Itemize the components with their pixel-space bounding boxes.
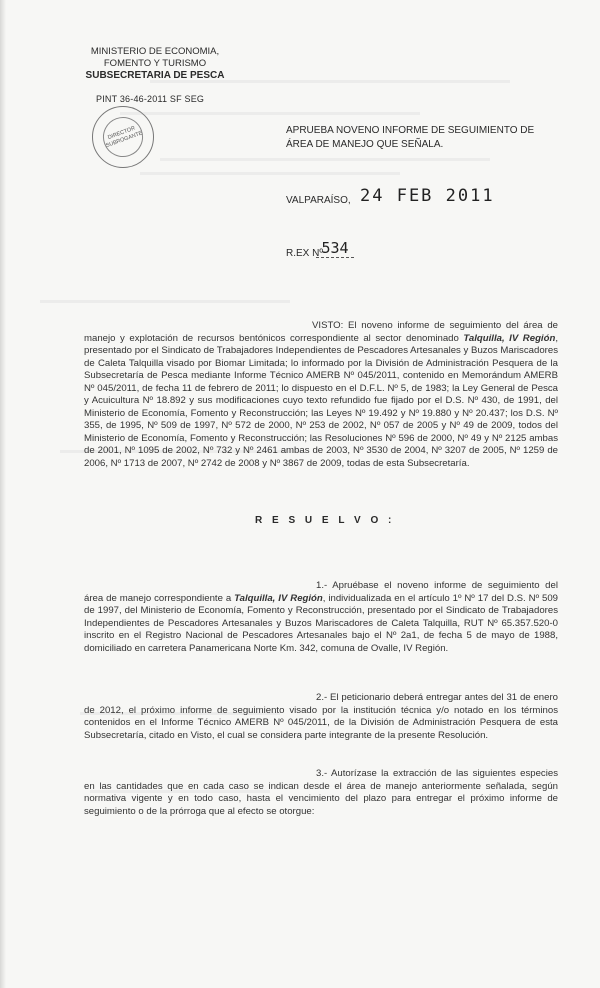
header-reference: PINT 36-46-2011 SF SEG xyxy=(96,94,205,104)
item-1-text: , individualizada en el artículo 1º Nº 17 del D.S. Nº 509 de 1997, del Ministerio de Economía, Fomento y Reconstrucción, presentado por el Sindicato de Trabajadores Independientes de Pescadores Artesanales y Buzos Mariscadores de Caleta Talquilla, RUT Nº 65.357.520-0 inscrito en el Registro Nacional de Pescadores Artesanales bajo el Nº 2a1, de fecha 5 de mayo de 1988, domiciliado en carretera Panamericana Norte Km. 342, comuna de Ovalle, IV Región. xyxy=(84,592,558,654)
visto-text-1: El noveno informe de seguimiento del área de manejo y explotación de recursos bentónicos correspondiente al sector denominado xyxy=(84,320,559,344)
bleed-line xyxy=(40,300,290,303)
visto-place: Talquilla, IV Región xyxy=(463,332,556,344)
bleed-line xyxy=(140,172,400,175)
item-3-paragraph xyxy=(84,768,558,818)
date-stamp: 24 FEB 2011 xyxy=(360,186,495,206)
bleed-line xyxy=(150,80,510,83)
resolution-label: R.EX Nº xyxy=(286,248,323,259)
page-edge-shadow xyxy=(0,0,6,988)
ministry-line-2: FOMENTO Y TURISMO xyxy=(103,58,207,69)
item-2-text: 2.- El peticionario deberá entregar antes del 31 de enero de 2012, el próximo informe de seguimiento visado por la institución técnica y/o notado en los términos contenidos en el Informe Técnico AMERB Nº 045/2011, de la División de Administración Pesquera de esta Subsecretaría, citado en Visto, el cual se considera parte integrante de la presente Resolución. xyxy=(84,692,558,741)
visto-text-2: , presentado por el Sindicato de Trabajadores Independientes de Pescadores Artesanales y Buzos Mariscadores de Caleta Talquilla visado por Biomar Limitada; lo informado por la División de Administración Pesquera de la Subsecretaría de Pesca mediante Informe Técnico AMERB Nº 045/2011, contenido en Memorándum AMERB Nº 045/2011, de fecha 11 de febrero de 2011; lo dispuesto en el D.F.L. Nº 5, de 1983; la Ley General de Pesca y Acuicultura Nº 18.892 y sus modificaciones cuyo texto refundido fue fijado por el D.S. Nº 430, de 1991, del Ministerio de Economía, Fomento y Reconstrucción; las Leyes Nº 19.492 y Nº 19.880 y Nº 20.437; los D.S. Nº 355, de 1995, Nº 509 de 1997, Nº 572 de 2000, Nº 253 de 2002, Nº 057 de 2005 y Nº 49 de 2009, todos del Ministerio de Economía, Fomento y Reconstrucción; las Resoluciones Nº 596 de 2000, Nº 49 y Nº 2125 ambas de 2001, Nº 1095 de 2002, Nº 732 y Nº 2461 ambas de 2003, Nº 3530 de 2004, Nº 3207 de 2005, Nº 1259 de 2006, Nº 1713 de 2007, Nº 2742 de 2008 y Nº 3867 de 2009, todas de esta Subsecretaría. xyxy=(84,332,558,469)
ministry-line-3: SUBSECRETARIA DE PESCA xyxy=(85,70,225,81)
place-label: VALPARAÍSO, xyxy=(286,195,351,206)
item-1-paragraph xyxy=(84,580,558,655)
stamp-text: DIRECTOR SUBROGANTE xyxy=(97,111,148,162)
ministry-line-1: MINISTERIO DE ECONOMIA, xyxy=(90,46,220,57)
resolution-number-value: 534 xyxy=(316,239,354,258)
ministry-header xyxy=(80,46,230,82)
item-3-text: 3.- Autorízase la extracción de las siguientes especies en las cantidades que en cada caso se indican desde el área de manejo anteriormente señalada, según normativa vigente y en todo caso, hasta el vencimiento del plazo para entregar el próximo informe de seguimiento o de la prórroga que al efecto se otorgue: xyxy=(84,768,558,817)
visto-paragraph xyxy=(84,320,558,470)
resolution-number xyxy=(286,239,349,259)
item-2-paragraph xyxy=(84,692,558,742)
visto-lead: VISTO: xyxy=(312,320,344,331)
item-1-place: Talquilla, IV Región xyxy=(234,592,323,604)
official-stamp xyxy=(92,106,154,168)
bleed-line xyxy=(160,158,490,161)
bleed-line xyxy=(120,112,420,115)
document-subject: APRUEBA NOVENO INFORME DE SEGUIMIENTO DE ÁREA DE MANEJO QUE SEÑALA. xyxy=(286,125,535,150)
item-1-lead: 1.- Apruébase el noveno informe de seguimiento del área de manejo correspondiente a xyxy=(84,580,558,604)
resuelvo-heading: R E S U E L V O : xyxy=(255,515,395,526)
